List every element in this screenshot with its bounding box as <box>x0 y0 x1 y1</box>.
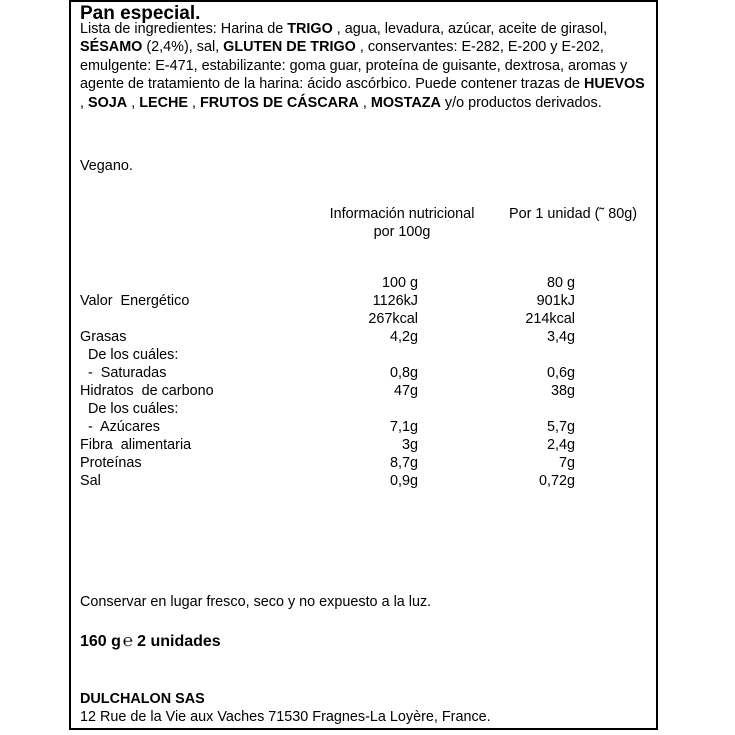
ingredients-paragraph <box>80 20 645 112</box>
storage-instructions: Conservar en lugar fresco, seco y no expuesto a la luz. <box>80 594 432 610</box>
nutrient-label: Sal <box>80 473 101 489</box>
value-per-unit: 38g <box>550 383 575 399</box>
allergen-mostaza: MOSTAZA <box>370 94 441 111</box>
value-per-100g: 3g <box>401 437 418 453</box>
ingredients-text: , <box>358 94 371 111</box>
allergen-trigo: TRIGO <box>287 21 333 37</box>
company-address: 12 Rue de la Vie aux Vaches 71530 Fragnes-La Loyère, France. <box>80 709 491 725</box>
value-per-100g: 100 g <box>381 275 418 291</box>
net-quantity <box>80 631 221 651</box>
nutrient-label: Proteínas <box>80 455 142 471</box>
allergen-gluten: GLUTEN DE TRIGO <box>223 39 356 56</box>
allergen-sesamo: SÉSAMO <box>80 39 143 56</box>
product-title: Pan especial. <box>80 3 201 24</box>
value-per-unit: 214kcal <box>525 311 575 327</box>
value-per-100g: 4,2g <box>389 329 418 345</box>
nutrient-label: Valor Energético <box>80 293 190 309</box>
allergen-soja: SOJA <box>88 94 128 111</box>
estimated-sign-icon: ℮ <box>122 631 134 650</box>
nutrient-label: Grasas <box>80 329 127 345</box>
nutrient-label: De los cuáles: <box>80 347 179 363</box>
value-per-unit: 7g <box>558 455 575 471</box>
nutrition-header-per-100g: Información nutricional por 100g <box>329 206 475 240</box>
ingredients-text: , agua, levadura, azúcar, aceite de girasol, <box>332 21 608 37</box>
ingredients-text: , <box>80 94 88 111</box>
value-per-100g: 1126kJ <box>372 293 418 309</box>
ingredients-text: , <box>127 94 140 111</box>
value-per-100g: 0,9g <box>389 473 418 489</box>
nutrient-label: Hidratos de carbono <box>80 383 214 399</box>
value-per-unit: 0,6g <box>546 365 575 381</box>
ingredients-text: (2,4%), sal, <box>142 39 224 56</box>
value-per-unit: 901kJ <box>536 293 575 309</box>
ingredients-text: Lista de ingredientes: Harina de <box>80 21 288 37</box>
value-per-100g: 47g <box>393 383 418 399</box>
ingredients-text: , <box>187 94 200 111</box>
nutrient-label: De los cuáles: <box>80 401 179 417</box>
nutrient-label: Fibra alimentaria <box>80 437 192 453</box>
nutrient-label: - Azúcares <box>80 419 160 435</box>
net-weight: 160 g <box>80 633 121 650</box>
value-per-unit: 0,72g <box>538 473 575 489</box>
nutrient-label: - Saturadas <box>80 365 167 381</box>
value-per-unit: 80 g <box>546 275 575 291</box>
value-per-unit: 3,4g <box>546 329 575 345</box>
allergen-huevos: HUEVOS <box>584 76 645 93</box>
allergen-frutos-cascara: FRUTOS DE CÁSCARA <box>199 94 359 111</box>
value-per-100g: 267kcal <box>368 311 418 327</box>
ingredients-text: y/o productos derivados. <box>440 94 602 111</box>
nutrition-header-per-unit: Por 1 unidad (˜ 80g) <box>509 206 637 222</box>
value-per-100g: 8,7g <box>389 455 418 471</box>
company-name: DULCHALON SAS <box>80 691 205 707</box>
vegan-note: Vegano. <box>80 158 133 174</box>
value-per-unit: 2,4g <box>546 437 575 453</box>
value-per-100g: 0,8g <box>389 365 418 381</box>
value-per-unit: 5,7g <box>546 419 575 435</box>
unit-count: 2 unidades <box>137 633 221 650</box>
allergen-leche: LECHE <box>139 94 188 111</box>
ingredients-text: , conservantes: E-282, E-200 y E-202, emulgente: E-471, estabilizante: goma guar, proteína de guisante, dextrosa, aromas y agente de tratamiento de la harina: ácido ascórbico. Puede contener trazas de <box>80 39 628 93</box>
value-per-100g: 7,1g <box>389 419 418 435</box>
